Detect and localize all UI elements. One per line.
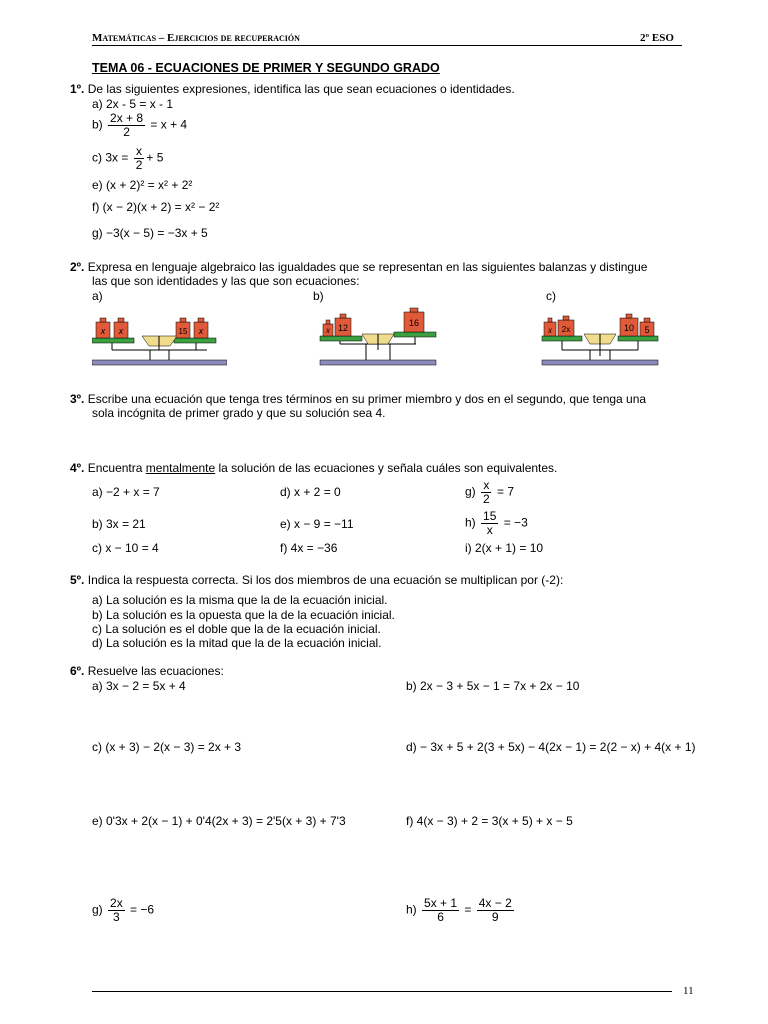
balance-scale-a <box>92 306 227 368</box>
footer-rule <box>92 991 672 992</box>
q1-item-f: f) (x − 2)(x + 2) = x² − 2² <box>92 200 220 214</box>
q6-item-b: b) 2x − 3 + 5x − 1 = 7x + 2x − 10 <box>406 679 580 693</box>
q4-number: 4º. <box>70 461 85 475</box>
q6-number: 6º. <box>70 664 85 678</box>
q1-text: De las siguientes expresiones, identifica las que sean ecuaciones o identidades. <box>87 82 515 96</box>
svg-text:12: 12 <box>337 323 349 333</box>
q2-text-line1: Expresa en lenguaje algebraico las igualdades que se representan en las siguientes balanzas y distingue <box>87 260 648 274</box>
svg-text:16: 16 <box>408 318 420 328</box>
q2-statement <box>70 260 647 274</box>
q4-item-g: g) $\frac{x}{2}$ = 7 <box>465 478 515 506</box>
weight-block <box>620 314 638 336</box>
q5-statement <box>70 573 563 587</box>
svg-text:5: 5 <box>644 325 650 335</box>
header-title: Matemáticas – Ejercicios de recuperación <box>92 32 300 44</box>
q1-item-a: a) 2x - 5 = x - 1 <box>92 97 174 111</box>
q6-item-g: g) $\frac{2x}{3}$ = −6 <box>92 896 155 924</box>
topic-title: TEMA 06 - ECUACIONES DE PRIMER Y SEGUNDO GRADO <box>92 61 440 75</box>
q4-item-e: e) x − 9 = −11 <box>280 517 354 531</box>
q6-item-c: c) (x + 3) − 2(x − 3) = 2x + 3 <box>92 740 242 754</box>
q2-number: 2º. <box>70 260 85 274</box>
q6-g-fraction: $\frac{2x}{3}$ <box>110 896 123 924</box>
weight-block <box>640 318 654 336</box>
q6-statement <box>70 664 224 678</box>
weight-block <box>194 318 208 338</box>
svg-text:2x: 2x <box>561 325 571 334</box>
q4-item-f: f) 4x = −36 <box>280 541 338 555</box>
q2-text-line2: las que son identidades y las que son ecuaciones: <box>92 274 360 288</box>
weight-block <box>544 318 556 336</box>
q4-item-d: d) x + 2 = 0 <box>280 485 341 499</box>
q4-item-h: h) $\frac{15}{x}$ = −3 <box>465 509 528 537</box>
svg-text:x: x <box>198 326 204 336</box>
q4-item-i: i) 2(x + 1) = 10 <box>465 541 544 555</box>
weight-block <box>176 318 190 338</box>
q2-label-a: a) <box>92 289 103 303</box>
q3-statement <box>70 392 646 406</box>
q6-item-h: h) $\frac{5x + 1}{6}$ = $\frac{4x - 2}{9}$ <box>406 896 512 924</box>
q3-number: 3º. <box>70 392 85 406</box>
q5-option-b: b) La solución es la opuesta que la de la ecuación inicial. <box>92 608 395 622</box>
page-number: 11 <box>683 985 694 997</box>
q6-item-f: f) 4(x − 3) + 2 = 3(x + 5) + x − 5 <box>406 814 573 828</box>
q2-label-c: c) <box>546 289 556 303</box>
q1-c-fraction: $\frac{x}{2}$ <box>135 144 143 172</box>
q1-b-fraction: $\frac{2x + 8}{2}$ <box>110 111 144 139</box>
q5-text: Indica la respuesta correcta. Si los dos miembros de una ecuación se multiplican por (-2): <box>87 573 564 587</box>
weight-block <box>96 318 110 338</box>
q3-text-line1: Escribe una ecuación que tenga tres términos en su primer miembro y dos en el segundo, que tenga una <box>87 392 647 406</box>
q3-text-line2: sola incógnita de primer grado y que su solución sea 4. <box>92 406 386 420</box>
q1-number: 1º. <box>70 82 85 96</box>
q6-h-fraction-left: $\frac{5x + 1}{6}$ <box>424 896 458 924</box>
weight-block <box>114 318 128 338</box>
q1-item-c: c) 3x = $\frac{x}{2}$ + 5 <box>92 144 164 172</box>
header-course: 2º ESO <box>640 32 674 44</box>
q5-option-a: a) La solución es la misma que la de la ecuación inicial. <box>92 593 388 607</box>
q5-number: 5º. <box>70 573 85 587</box>
header-rule <box>92 45 682 46</box>
balance-scale-b <box>318 306 438 368</box>
svg-text:15: 15 <box>178 327 188 336</box>
balance-scale-c <box>540 306 660 368</box>
q1-statement <box>70 82 515 96</box>
svg-text:x: x <box>118 326 124 336</box>
weight-block <box>323 320 333 336</box>
weight-block <box>404 308 424 332</box>
q4-statement: 4º. Encuentra mentalmente la solución de las ecuaciones y señala cuáles son equivalentes. <box>70 461 558 475</box>
svg-text:x: x <box>100 326 106 336</box>
q2-label-b: b) <box>313 289 324 303</box>
svg-text:x: x <box>548 326 552 335</box>
q4-g-fraction: $\frac{x}{2}$ <box>483 478 490 506</box>
q6-item-d: d) − 3x + 5 + 2(3 + 5x) − 4(2x − 1) = 2(2 − x) + 4(x + 1) <box>406 740 696 754</box>
q6-item-a: a) 3x − 2 = 5x + 4 <box>92 679 186 693</box>
q6-h-fraction-right: $\frac{4x - 2}{9}$ <box>478 896 512 924</box>
q4-underlined-word: mentalmente <box>145 461 216 475</box>
q1-item-b: b) $\frac{2x + 8}{2}$ = x + 4 <box>92 111 188 139</box>
weight-block <box>335 314 351 336</box>
q1-item-e: e) (x + 2)² = x² + 2² <box>92 178 193 192</box>
q4-h-fraction: $\frac{15}{x}$ <box>483 509 497 537</box>
q5-option-d: d) La solución es la mitad que la de la ecuación inicial. <box>92 636 382 650</box>
q5-option-c: c) La solución es el doble que la de la ecuación inicial. <box>92 622 381 636</box>
q4-item-a: a) −2 + x = 7 <box>92 485 160 499</box>
q1-item-g: g) −3(x − 5) = −3x + 5 <box>92 226 208 240</box>
svg-text:10: 10 <box>623 323 635 333</box>
q4-item-c: c) x − 10 = 4 <box>92 541 159 555</box>
svg-text:x: x <box>326 326 330 335</box>
q4-item-b: b) 3x = 21 <box>92 517 146 531</box>
q6-text: Resuelve las ecuaciones: <box>87 664 224 678</box>
weight-block <box>558 316 574 336</box>
q6-item-e: e) 0'3x + 2(x − 1) + 0'4(2x + 3) = 2'5(x + 3) + 7'3 <box>92 814 346 828</box>
